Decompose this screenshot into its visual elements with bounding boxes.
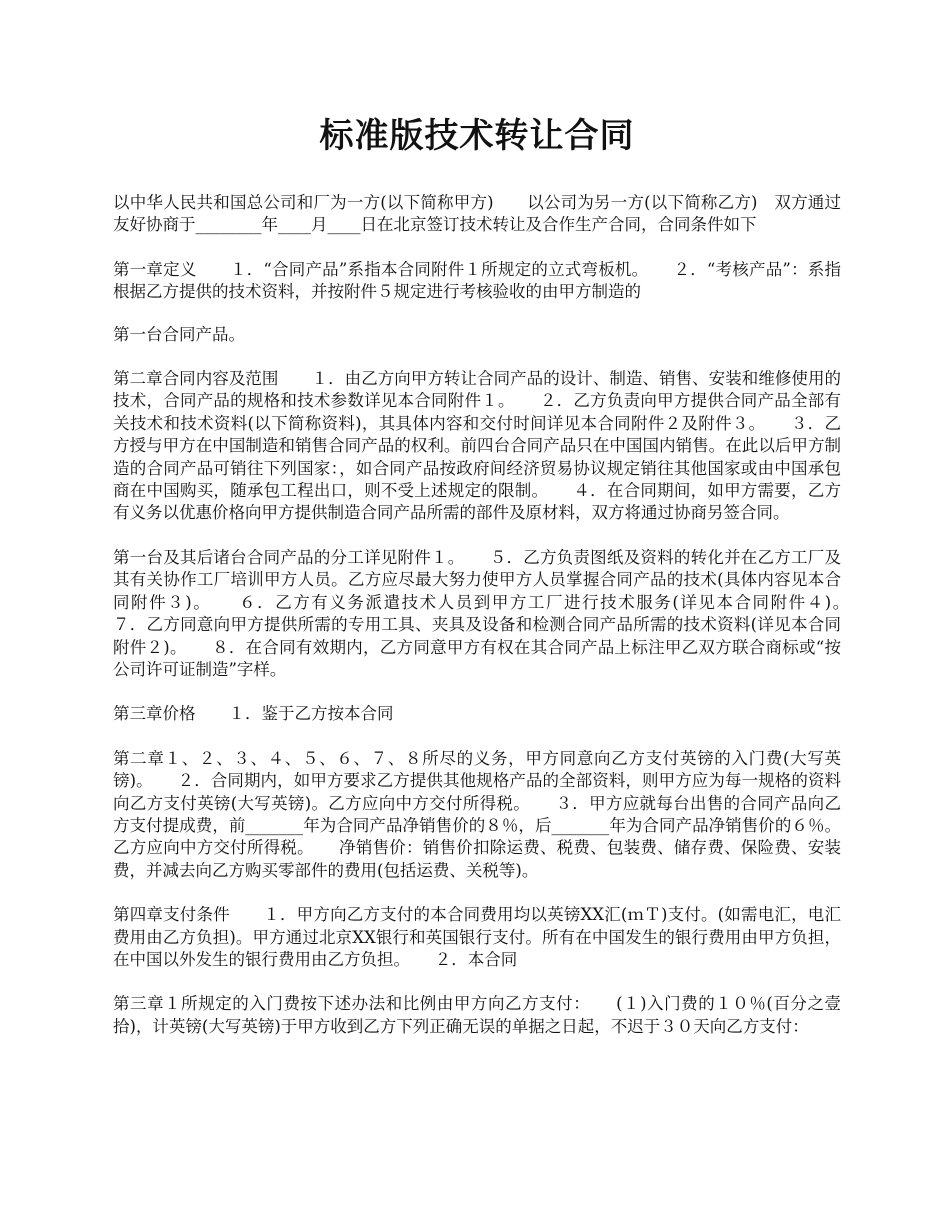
paragraph-chapter-4: 第四章支付条件 １．甲方向乙方支付的本合同费用均以英镑XX汇(ｍＴ)支付。(如需电汇，电汇费用由乙方负担)。甲方通过北京XX银行和英国银行支付。所有在中国发生的银行费用由甲方负担，在中国以外发生的银行费用由乙方负担。 ２．本合同: [113, 905, 841, 969]
paragraph-chapter-3-cont: 第二章１、２、３、４、５、６、７、８所尽的义务，甲方同意向乙方支付英镑的入门费(大写英镑)。 ２．合同期内，如甲方要求乙方提供其他规格产品的全部资料，则甲方应为每一规格的资料向乙方支付英镑(大写英镑)。乙方应向中方交付所得税。 ３．甲方应就每台出售的合同产品向乙方支付提成费，前_______年为合同产品净销售价的８％，后_______年为合同产品净销售价的６％。乙方应向中方交付所得税。 净销售价：销售价扣除运费、税费、包装费、储存费、保险费、安装费，并减去向乙方购买零部件的费用(包括运费、关税等)。: [113, 748, 841, 880]
document-title: 标准版技术转让合同: [319, 116, 635, 156]
contract-page: [113, 110, 874, 1060]
paragraph-chapter-4-cont: 第三章１所规定的入门费按下述办法和比例由甲方向乙方支付： (１)入门费的１０％(百分之壹拾)，计英镑(大写英镑)于甲方收到乙方下列正确无误的单据之日起，不迟于３０天向乙方支付：: [113, 994, 841, 1036]
paragraph-chapter-2-cont: 第一台及其后诸台合同产品的分工详见附件１。 ５．乙方负责图纸及资料的转化并在乙方工厂及其有关协作工厂培训甲方人员。乙方应尽最大努力使甲方人员掌握合同产品的技术(具体内容见本合同附件３)。 ６．乙方有义务派遣技术人员到甲方工厂进行技术服务(详见本合同附件４)。 ７．乙方同意向甲方提供所需的专用工具、夹具及设备和检测合同产品所需的技术资料(详见本合同附件２)。 ８．在合同有效期内，乙方同意甲方有权在其合同产品上标注甲乙双方联合商标或“按公司许可证制造”字样。: [113, 547, 874, 679]
paragraph-chapter-1-cont: 第一台合同产品。: [113, 324, 245, 344]
paragraph-chapter-2: 第二章合同内容及范围 １．由乙方向甲方转让合同产品的设计、制造、销售、安装和维修使用的技术，合同产品的规格和技术参数详见本合同附件１。 ２．乙方负责向甲方提供合同产品全部有关技术和技术资料(以下简称资料)，其具体内容和交付时间详见本合同附件２及附件３。 ３．乙方授与甲方在中国制造和销售合同产品的权利。前四台合同产品只在中国国内销售。在此以后甲方制造的合同产品可销往下列国家：，如合同产品按政府间经济贸易协议规定销往其他国家或由中国承包商在中国购买，随承包工程出口，则不受上述规定的限制。 ４．在合同期间，如甲方需要，乙方有义务以优惠价格向甲方提供制造合同产品所需的部件及原材料，双方将通过协商另签合同。: [113, 369, 841, 523]
paragraph-chapter-3: 第三章价格 １．鉴于乙方按本合同: [113, 704, 394, 724]
paragraph-intro: 以中华人民共和国总公司和厂为一方(以下简称甲方) 以公司为另一方(以下简称乙方) 双方通过友好协商于________年____月____日在北京签订技术转让及合作生产合同，合同条件如下: [113, 193, 841, 235]
paragraph-chapter-1: 第一章定义 １．“合同产品”系指本合同附件１所规定的立式弯板机。 ２．“考核产品”：系指根据乙方提供的技术资料，并按附件５规定进行考核验收的由甲方制造的: [113, 259, 841, 302]
